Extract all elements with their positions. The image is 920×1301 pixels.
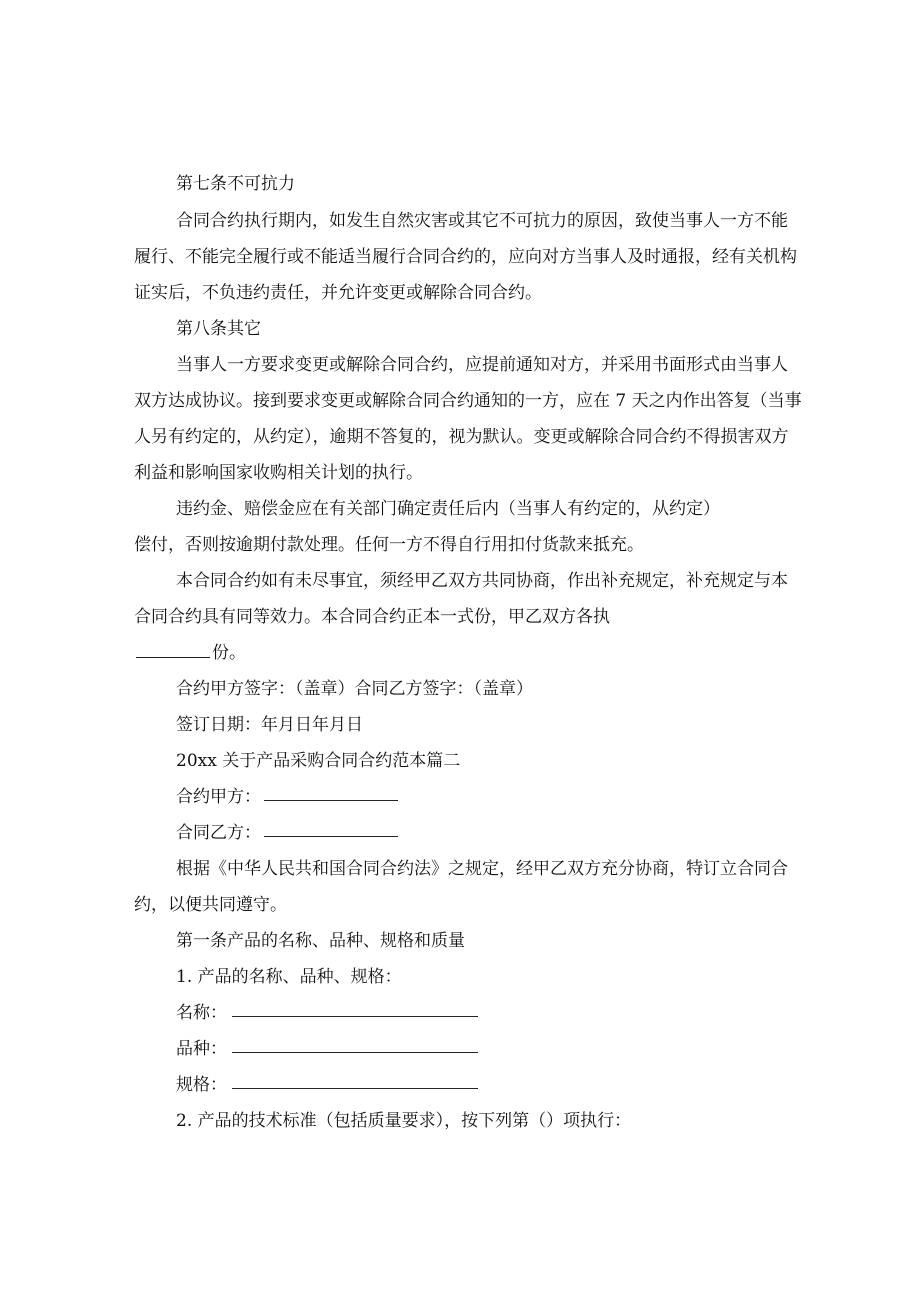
- article-7-paragraph-line: 证实后，不负违约责任，并允许变更或解除合同合约。: [134, 283, 542, 303]
- name-blank-line: [232, 1016, 478, 1017]
- signature-line: 合约甲方签字：（盖章）合同乙方签字：（盖章）: [176, 679, 533, 699]
- section-2-title: 20xx 关于产品采购合同合约范本篇二: [176, 751, 461, 771]
- penalty-paragraph-line: 偿付，否则按逾期付款处理。任何一方不得自行用扣付货款来抵充。: [134, 535, 644, 555]
- supplement-paragraph-line: 合同合约具有同等效力。本合同合约正本一式份，甲乙双方各执: [134, 607, 610, 627]
- basis-paragraph-line: 根据《中华人民共和国合同合约法》之规定，经甲乙双方充分协商，特订立合同合: [176, 859, 788, 879]
- article-8-paragraph-line: 利益和影响国家收购相关计划的执行。: [134, 463, 423, 483]
- article-7-paragraph-line: 合同合约执行期内，如发生自然灾害或其它不可抗力的原因，致使当事人一方不能: [176, 211, 788, 231]
- penalty-paragraph-line: 违约金、赔偿金应在有关部门确定责任后内（当事人有约定的，从约定）: [176, 499, 720, 519]
- spec-label: 规格：: [176, 1075, 227, 1095]
- copies-suffix: 份。: [212, 643, 246, 663]
- item-1-heading: 1. 产品的名称、品种、规格：: [176, 967, 402, 987]
- article-1-heading: 第一条产品的名称、品种、规格和质量: [176, 931, 465, 951]
- article-7-paragraph-line: 履行、不能完全履行或不能适当履行合同合约的，应向对方当事人及时通报，经有关机构: [134, 247, 797, 267]
- party-b-blank-line: [264, 836, 398, 837]
- signing-date: 签订日期：年月日年月日: [176, 715, 363, 735]
- article-8-paragraph-line: 当事人一方要求变更或解除合同合约，应提前通知对方，并采用书面形式由当事人: [176, 355, 788, 375]
- article-8-paragraph-line: 双方达成协议。接到要求变更或解除合同合约通知的一方，应在 7 天之内作出答复（当事: [134, 391, 802, 411]
- supplement-paragraph-line: 本合同合约如有未尽事宜，须经甲乙双方共同协商，作出补充规定，补充规定与本: [176, 571, 788, 591]
- variety-label: 品种：: [176, 1039, 227, 1059]
- spec-blank-line: [232, 1088, 478, 1089]
- party-a-blank-line: [264, 800, 398, 801]
- article-7-heading: 第七条不可抗力: [176, 174, 295, 194]
- item-2-heading: 2. 产品的技术标准（包括质量要求），按下列第（）项执行：: [176, 1111, 632, 1131]
- article-8-heading: 第八条其它: [176, 319, 261, 339]
- variety-blank-line: [232, 1052, 478, 1053]
- basis-paragraph-line: 约，以便共同遵守。: [134, 895, 287, 915]
- name-label: 名称：: [176, 1003, 227, 1023]
- party-a-label: 合约甲方：: [176, 787, 261, 807]
- copies-blank-line: [136, 657, 210, 658]
- party-b-label: 合同乙方：: [176, 823, 261, 843]
- article-8-paragraph-line: 人另有约定的，从约定），逾期不答复的，视为默认。变更或解除合同合约不得损害双方: [134, 427, 789, 447]
